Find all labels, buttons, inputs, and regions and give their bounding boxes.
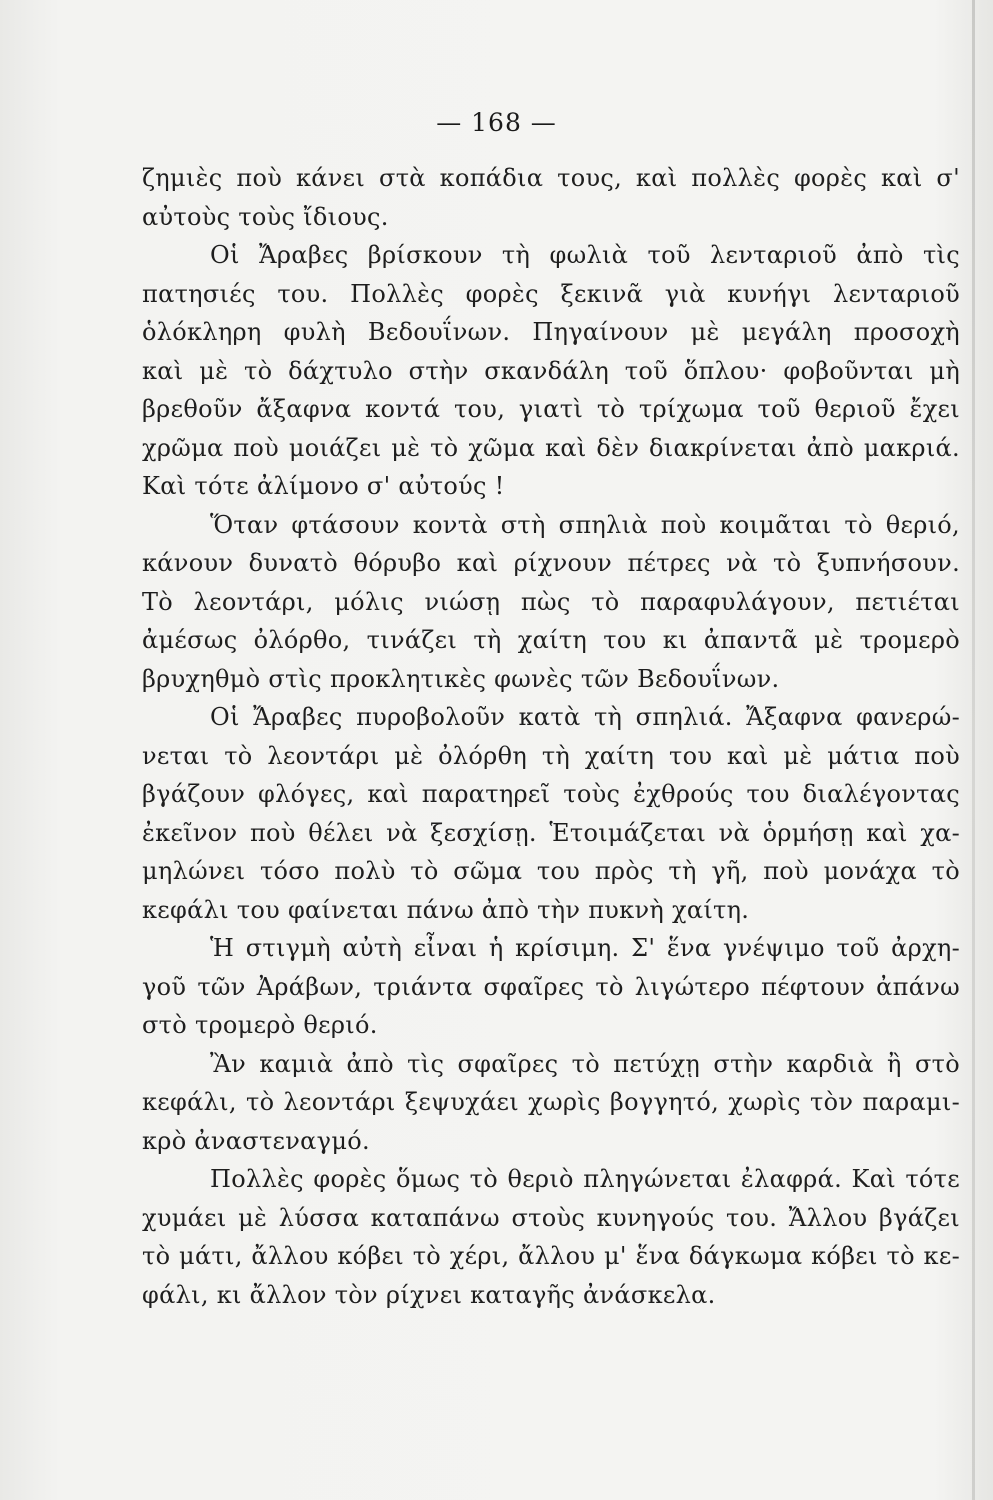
text-line: χυμάει μὲ λύσσα καταπάνω στοὺς κυνηγούς του. Ἄλλου βγάζει [142, 1203, 960, 1232]
text-line: φάλι, κι ἄλλον τὸν ρίχνει καταγῆς ἀνάσκελα. [142, 1280, 716, 1309]
text-line: ἀμέσως ὀλόρθο, τινάζει τὴ χαίτη του κι ἀπαντᾶ μὲ τρομερὸ [142, 626, 960, 654]
text-line: Καὶ τότε ἀλίμονο σ' αὐτούς ! [142, 472, 505, 500]
text-line: Τὸ λεοντάρι, μόλις νιώσῃ πὼς τὸ παραφυλάγουν, πετιέται [142, 587, 960, 616]
text-line: βρεθοῦν ἄξαφνα κοντά του, γιατὶ τὸ τρίχωμα τοῦ θεριοῦ ἔχει [142, 395, 960, 423]
text-line: βγάζουν φλόγες, καὶ παρατηρεῖ τοὺς ἐχθρούς του διαλέγοντας [142, 780, 960, 808]
text-line: στὸ τρομερὸ θεριό. [142, 1011, 378, 1039]
text-line: ἐκεῖνον ποὺ θέλει νὰ ξεσχίσῃ. Ἑτοιμάζεται νὰ ὁρμήσῃ καὶ χα- [142, 818, 960, 847]
text-line: Οἱ Ἄραβες βρίσκουν τὴ φωλιὰ τοῦ λενταριοῦ ἀπὸ τὶς [210, 241, 960, 269]
text-line: καὶ μὲ τὸ δάχτυλο στὴν σκανδάλη τοῦ ὅπλου· φοβοῦνται μὴ [142, 356, 960, 385]
text-line: αὐτοὺς τοὺς ἴδιους. [142, 202, 389, 231]
text-line: νεται τὸ λεοντάρι μὲ ὀλόρθη τὴ χαίτη του καὶ μὲ μάτια ποὺ [142, 741, 960, 770]
text-line: Ἂν καμιὰ ἀπὸ τὶς σφαῖρες τὸ πετύχῃ στὴν καρδιὰ ἢ στὸ [210, 1049, 960, 1078]
text-line: Ἡ στιγμὴ αὐτὴ εἶναι ἡ κρίσιμη. Σ' ἕνα γνέψιμο τοῦ ἀρχη- [210, 934, 960, 962]
text-line: ζημιὲς ποὺ κάνει στὰ κοπάδια τους, καὶ πολλὲς φορὲς καὶ σ' [142, 164, 960, 192]
text-line: πατησιές του. Πολλὲς φορὲς ξεκινᾶ γιὰ κυνήγι λενταριοῦ [142, 279, 960, 308]
text-line: χρῶμα ποὺ μοιάζει μὲ τὸ χῶμα καὶ δὲν διακρίνεται ἀπὸ μακριά. [142, 433, 960, 462]
text-line: μηλώνει τόσο πολὺ τὸ σῶμα του πρὸς τὴ γῆ, ποὺ μονάχα τὸ [142, 857, 960, 885]
text-line: Ὅταν φτάσουν κοντὰ στὴ σπηλιὰ ποὺ κοιμᾶται τὸ θεριό, [210, 510, 960, 539]
page-number: — 168 — [436, 108, 557, 137]
text-line: γοῦ τῶν Ἀράβων, τριάντα σφαῖρες τὸ λιγώτερο πέφτουν ἀπάνω [142, 972, 960, 1001]
body-text [142, 159, 960, 1314]
text-line: βρυχηθμὸ στὶς προκλητικὲς φωνὲς τῶν Βεδουΐνων. [142, 664, 780, 693]
text-line: κεφάλι, τὸ λεοντάρι ξεψυχάει χωρὶς βογγητό, χωρὶς τὸν παραμι- [142, 1088, 960, 1116]
text-line: κρὸ ἀναστεναγμό. [142, 1126, 370, 1155]
text-line: τὸ μάτι, ἄλλου κόβει τὸ χέρι, ἄλλου μ' ἕνα δάγκωμα κόβει τὸ κε- [142, 1242, 960, 1270]
text-line: κεφάλι του φαίνεται πάνω ἀπὸ τὴν πυκνὴ χαίτη. [142, 895, 750, 924]
text-line: ὁλόκληρη φυλὴ Βεδουΐνων. Πηγαίνουν μὲ μεγάλη προσοχὴ [142, 318, 960, 346]
text-line: Πολλὲς φορὲς ὅμως τὸ θεριὸ πληγώνεται ἐλαφρά. Καὶ τότε [210, 1165, 960, 1193]
text-line: κάνουν δυνατὸ θόρυβο καὶ ρίχνουν πέτρες νὰ τὸ ξυπνήσουν. [142, 549, 960, 577]
text-line: Οἱ Ἄραβες πυροβολοῦν κατὰ τὴ σπηλιά. Ἄξαφνα φανερώ- [210, 703, 960, 731]
page-edge-shadow [972, 0, 975, 1500]
